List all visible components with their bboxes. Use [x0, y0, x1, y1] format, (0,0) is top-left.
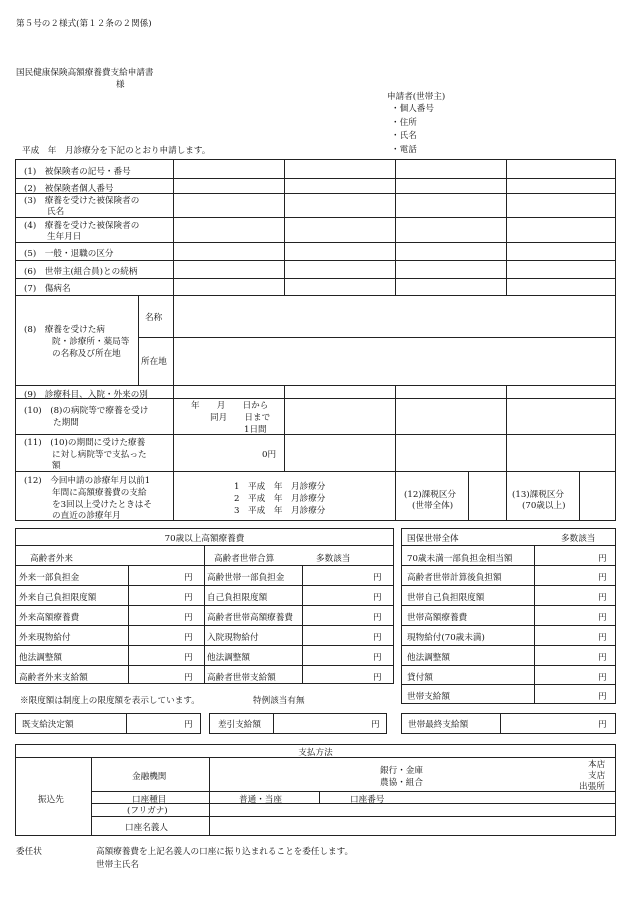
- row-insured-number: (1) 被保険者の記号・番号: [24, 167, 131, 177]
- yen-unit: 円: [598, 673, 607, 683]
- household-item-label: 現物給付(70歳未満): [407, 633, 485, 643]
- branch-type-3[interactable]: 出張所: [579, 782, 605, 792]
- yen-unit: 円: [373, 653, 382, 663]
- yen-unit: 円: [184, 593, 193, 603]
- row-hospital-2: 院・診療所・薬局等: [52, 337, 130, 347]
- yen-unit: 円: [598, 573, 607, 583]
- row-paid-amount-2: に対し病院等で支払った: [52, 450, 147, 460]
- elderly-mid-label: 入院現物給付: [207, 633, 259, 643]
- hospital-name-label: 名称: [145, 313, 163, 323]
- row-category: (5) 一般・退職の区分: [24, 249, 114, 259]
- applicant-id-field[interactable]: ・個人番号: [391, 104, 434, 114]
- yen-unit: 円: [598, 653, 607, 663]
- row-paid-amount: (11) (10)の期間に受けた療養: [24, 438, 146, 448]
- elderly-mid-label: 高齢世帯一部負担金: [207, 573, 285, 583]
- yen-unit: 円: [184, 653, 193, 663]
- prior-month-3[interactable]: 3 平成 年 月診療分: [234, 506, 326, 516]
- account-kind[interactable]: 普通・当座: [239, 795, 282, 805]
- tax-class-elderly-2: (70歳以上): [522, 501, 566, 511]
- period-to[interactable]: 同月 日まで: [210, 413, 271, 423]
- household-item-label: 世帯自己負担限度額: [407, 593, 485, 603]
- row-patient-name-2: 氏名: [47, 207, 65, 217]
- account-number-label: 口座番号: [350, 795, 385, 805]
- prior-month-1[interactable]: 1 平成 年 月診療分: [234, 482, 326, 492]
- difference-label: 差引支給額: [218, 720, 261, 730]
- paid-amount-value: 0円: [262, 450, 277, 460]
- row-prior-claims: (12) 今回申請の診療年月以前1: [24, 476, 151, 486]
- tax-class-household-2: (世帯全体): [412, 501, 454, 511]
- row-prior-claims-2: 年間に高額療養費の支給: [52, 488, 147, 498]
- intro-statement: 平成 年 月診療分を下記のとおり申請します。: [22, 146, 211, 156]
- elderly-left-label: 外来一部負担金: [19, 573, 80, 583]
- bank-type-1[interactable]: 銀行・金庫: [380, 766, 423, 776]
- elderly-mid-label: 他法調整額: [207, 653, 250, 663]
- row-period: (10) (8)の病院等で療養を受け: [24, 406, 149, 416]
- household-many: 多数該当: [561, 534, 596, 544]
- applicant-phone-field[interactable]: ・電話: [391, 145, 417, 155]
- elderly-household-head: 高齢者世帯合算: [214, 554, 275, 564]
- period-days: 1日間: [244, 425, 267, 435]
- elderly-outpatient-head: 高齢者外来: [30, 554, 73, 564]
- applicant-heading: 申請者(世帯主): [387, 92, 446, 102]
- payment-title: 支払方法: [298, 748, 333, 758]
- yen-unit: 円: [598, 692, 607, 702]
- yen-unit: 円: [184, 573, 193, 583]
- bank-type-2[interactable]: 農協・組合: [380, 778, 423, 788]
- yen-unit: 円: [371, 720, 380, 730]
- elderly-many-head: 多数該当: [316, 554, 351, 564]
- row-patient-name: (3) 療養を受けた被保険者の: [24, 196, 140, 206]
- special-case-label: 特例該当有無: [253, 696, 305, 706]
- period-from[interactable]: 年 月 日から: [191, 401, 269, 411]
- yen-unit: 円: [598, 633, 607, 643]
- proxy-text: 高額療養費を上記名義人の口座に振り込まれることを委任します。: [96, 847, 354, 857]
- yen-unit: 円: [373, 633, 382, 643]
- elderly-mid-label: 高齢者世帯支給額: [207, 673, 276, 683]
- household-item-label: 世帯支給額: [407, 692, 450, 702]
- form-number: 第５号の２様式(第１２条の２関係): [16, 19, 152, 29]
- row-patient-birth-2: 生年月日: [47, 232, 82, 242]
- final-payment-label: 世帯最終支給額: [408, 720, 469, 730]
- yen-unit: 円: [184, 633, 193, 643]
- household-item-label: 他法調整額: [407, 653, 450, 663]
- branch-type-2[interactable]: 支店: [588, 771, 606, 781]
- proxy-label: 委任状: [16, 847, 42, 857]
- tax-class-household: (12)課税区分: [404, 490, 457, 500]
- account-type-label: 口座種目: [132, 795, 167, 805]
- row-relationship: (6) 世帯主(組合員)との続柄: [24, 267, 138, 277]
- branch-type-1[interactable]: 本店: [588, 760, 606, 770]
- household-item-label: 世帯高額療養費: [407, 613, 468, 623]
- row-prior-claims-3: を3回以上受けたときはそ: [52, 500, 152, 510]
- row-period-2: た期間: [53, 418, 79, 428]
- limit-note: ※限度額は制度上の限度額を表示しています。: [20, 696, 200, 706]
- paid-decided-label: 既支給決定額: [22, 720, 74, 730]
- yen-unit: 円: [373, 613, 382, 623]
- elderly-left-label: 外来現物給付: [19, 633, 71, 643]
- row-hospital: (8) 療養を受けた病: [24, 325, 105, 335]
- yen-unit: 円: [598, 554, 607, 564]
- yen-unit: 円: [598, 593, 607, 603]
- elderly-mid-label: 自己負担限度額: [207, 593, 268, 603]
- prior-month-2[interactable]: 2 平成 年 月診療分: [234, 494, 326, 504]
- elderly-left-label: 外来高額療養費: [19, 613, 80, 623]
- addressee-suffix: 様: [116, 80, 125, 90]
- household-item-label: 高齢者世帯計算後負担額: [407, 573, 502, 583]
- row-patient-birth: (4) 療養を受けた被保険者の: [24, 221, 140, 231]
- row-insured-id: (2) 被保険者個人番号: [24, 184, 114, 194]
- applicant-name-field[interactable]: ・氏名: [391, 131, 417, 141]
- row-disease: (7) 傷病名: [24, 284, 71, 294]
- form-title: 国民健康保険高額療養費支給申請書: [16, 68, 154, 78]
- payment-destination: 振込先: [38, 795, 64, 805]
- householder-name-field[interactable]: 世帯主氏名: [96, 860, 139, 870]
- elderly-left-label: 他法調整額: [19, 653, 62, 663]
- row-hospital-3: の名称及び所在地: [52, 349, 121, 359]
- account-holder-label: 口座名義人: [125, 823, 168, 833]
- yen-unit: 円: [373, 673, 382, 683]
- household-item-label: 貸付額: [407, 673, 433, 683]
- yen-unit: 円: [184, 720, 193, 730]
- row-department: (9) 診療科目、入院・外来の別: [24, 390, 148, 400]
- tax-class-elderly: (13)課税区分: [512, 490, 565, 500]
- row-prior-claims-4: の直近の診療年月: [52, 511, 121, 521]
- furigana-label: (フリガナ): [127, 806, 168, 816]
- yen-unit: 円: [184, 673, 193, 683]
- household-item-label: 70歳未満一部負担金相当額: [407, 554, 513, 564]
- institution-label: 金融機関: [132, 772, 167, 782]
- elderly-left-label: 高齢者外来支給額: [19, 673, 88, 683]
- yen-unit: 円: [373, 573, 382, 583]
- yen-unit: 円: [598, 613, 607, 623]
- applicant-address-field[interactable]: ・住所: [391, 118, 417, 128]
- hospital-location-label: 所在地: [141, 357, 167, 367]
- yen-unit: 円: [598, 720, 607, 730]
- row-paid-amount-3: 額: [52, 461, 61, 471]
- elderly-mid-label: 高齢者世帯高額療養費: [207, 613, 293, 623]
- elderly-title: 70歳以上高額療養費: [164, 534, 245, 544]
- yen-unit: 円: [373, 593, 382, 603]
- household-title: 国保世帯全体: [407, 534, 459, 544]
- elderly-left-label: 外来自己負担限度額: [19, 593, 97, 603]
- yen-unit: 円: [184, 613, 193, 623]
